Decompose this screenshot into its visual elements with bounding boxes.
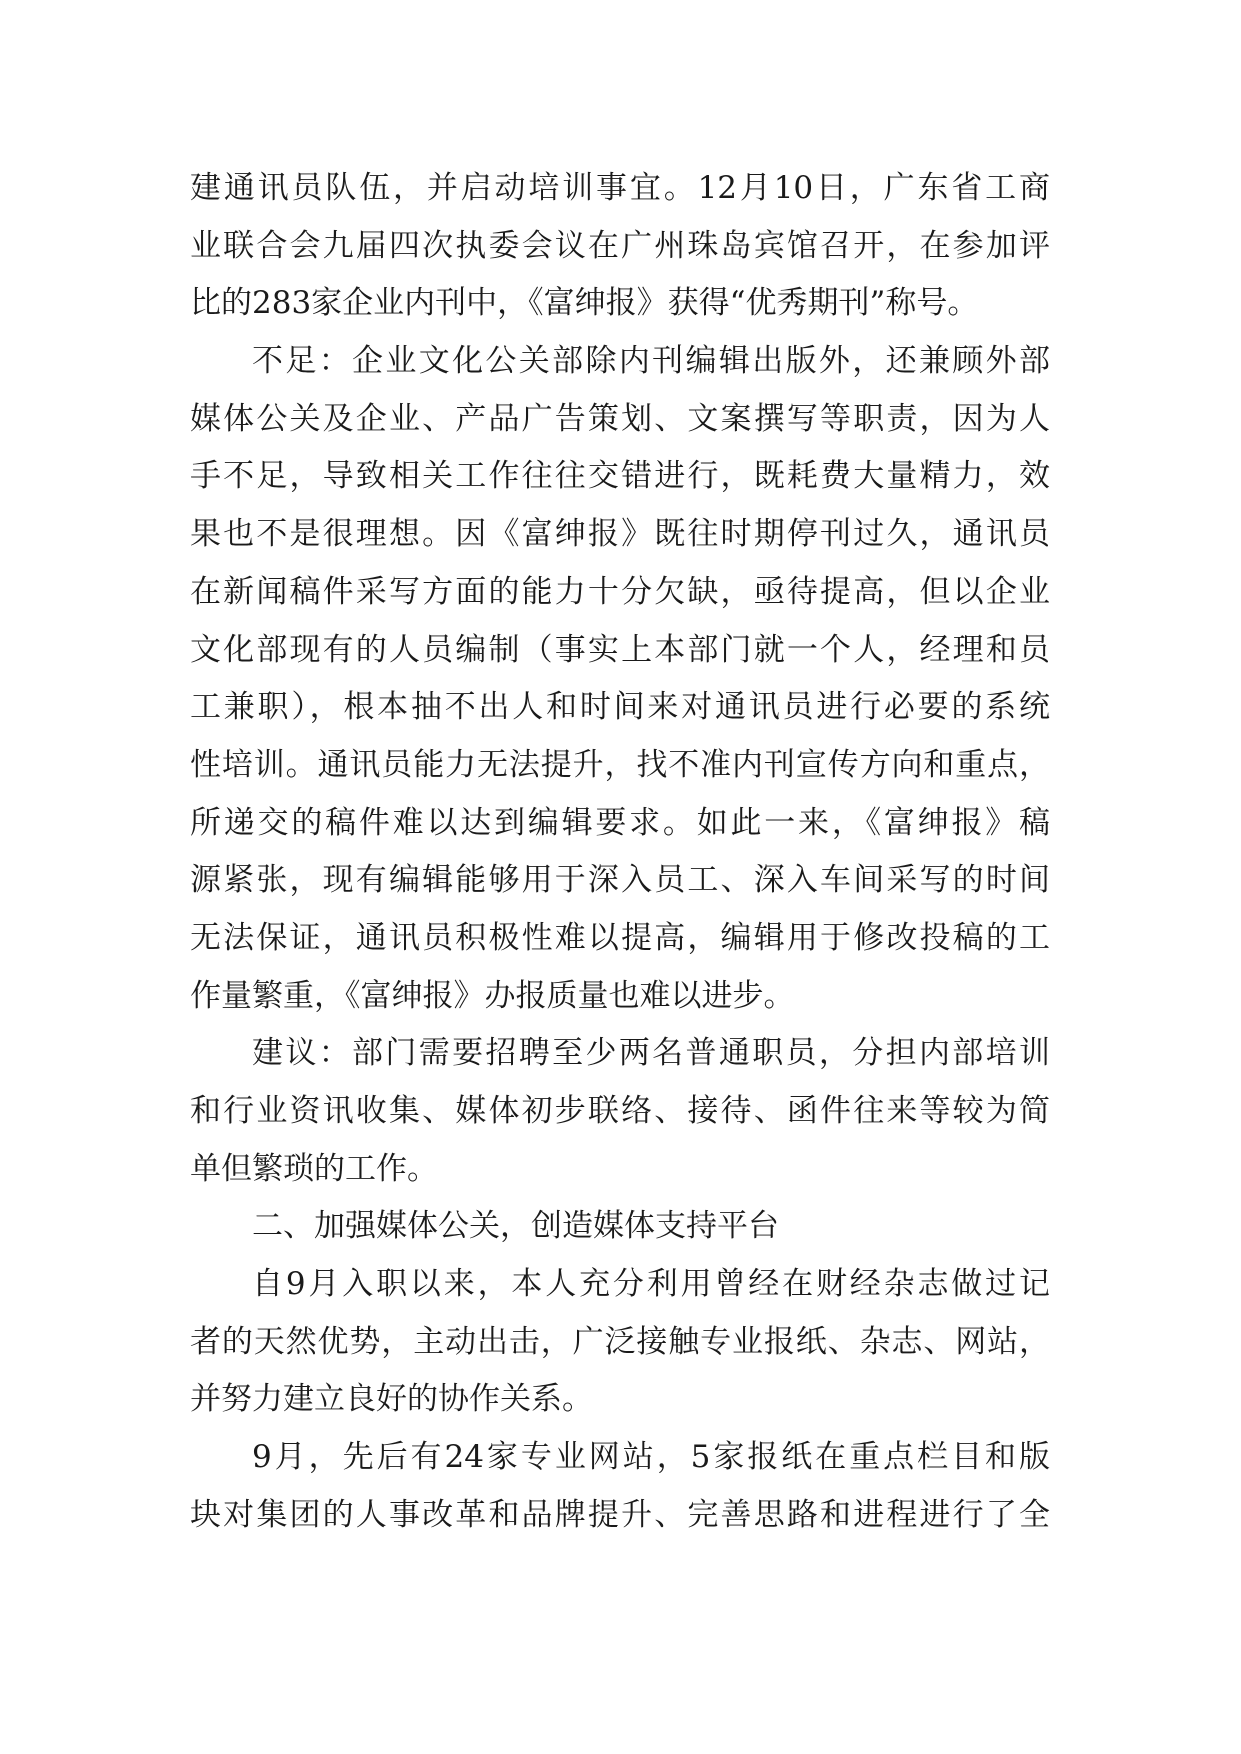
text-line: 文化部现有的人员编制（事实上本部门就一个人，经理和员 (190, 631, 1050, 668)
text-line: 源紧张，现有编辑能够用于深入员工、深入车间采写的时间 (190, 862, 1050, 899)
text-line: 者的天然优势，主动出击，广泛接触专业报纸、杂志、网站， (190, 1323, 1050, 1360)
text-line: 作量繁重，《富绅报》办报质量也难以进步。 (190, 977, 795, 1014)
text-line: 手不足，导致相关工作往往交错进行，既耗费大量精力，效 (190, 458, 1050, 495)
text-line: 单但繁琐的工作。 (190, 1150, 438, 1187)
text-line: 所递交的稿件难以达到编辑要求。如此一来，《富绅报》稿 (190, 804, 1050, 841)
body-text (190, 160, 1050, 1545)
text-line: 建通讯员队伍，并启动培训事宜。12月10日，广东省工商 (190, 170, 1050, 206)
text-line: 二、加强媒体公关，创造媒体支持平台 (252, 1208, 779, 1245)
text-line: 无法保证，通讯员积极性难以提高，编辑用于修改投稿的工 (190, 919, 1050, 956)
text-line: 自9月入职以来，本人充分利用曾经在财经杂志做过记 (252, 1266, 1050, 1303)
text-line: 块对集团的人事改革和品牌提升、完善思路和进程进行了全 (190, 1496, 1050, 1533)
text-line: 不足：企业文化公关部除内刊编辑出版外，还兼顾外部 (252, 343, 1050, 380)
text-line: 媒体公关及企业、产品广告策划、文案撰写等职责，因为人 (190, 400, 1050, 437)
text-line: 并努力建立良好的协作关系。 (190, 1381, 593, 1418)
text-line: 性培训。通讯员能力无法提升，找不准内刊宣传方向和重点， (190, 746, 1050, 783)
text-line: 比的283家企业内刊中，《富绅报》获得“优秀期刊”称号。 (190, 285, 979, 322)
text-line: 和行业资讯收集、媒体初步联络、接待、函件往来等较为简 (190, 1093, 1050, 1129)
text-line: 建议：部门需要招聘至少两名普通职员，分担内部培训 (252, 1035, 1050, 1072)
text-line: 在新闻稿件采写方面的能力十分欠缺，亟待提高，但以企业 (190, 573, 1050, 610)
text-line: 果也不是很理想。因《富绅报》既往时期停刊过久，通讯员 (190, 516, 1050, 553)
text-line: 工兼职），根本抽不出人和时间来对通讯员进行必要的系统 (190, 689, 1050, 726)
text-line: 业联合会九届四次执委会议在广州珠岛宾馆召开，在参加评 (190, 227, 1050, 264)
text-line: 9月，先后有24家专业网站，5家报纸在重点栏目和版 (252, 1439, 1050, 1476)
